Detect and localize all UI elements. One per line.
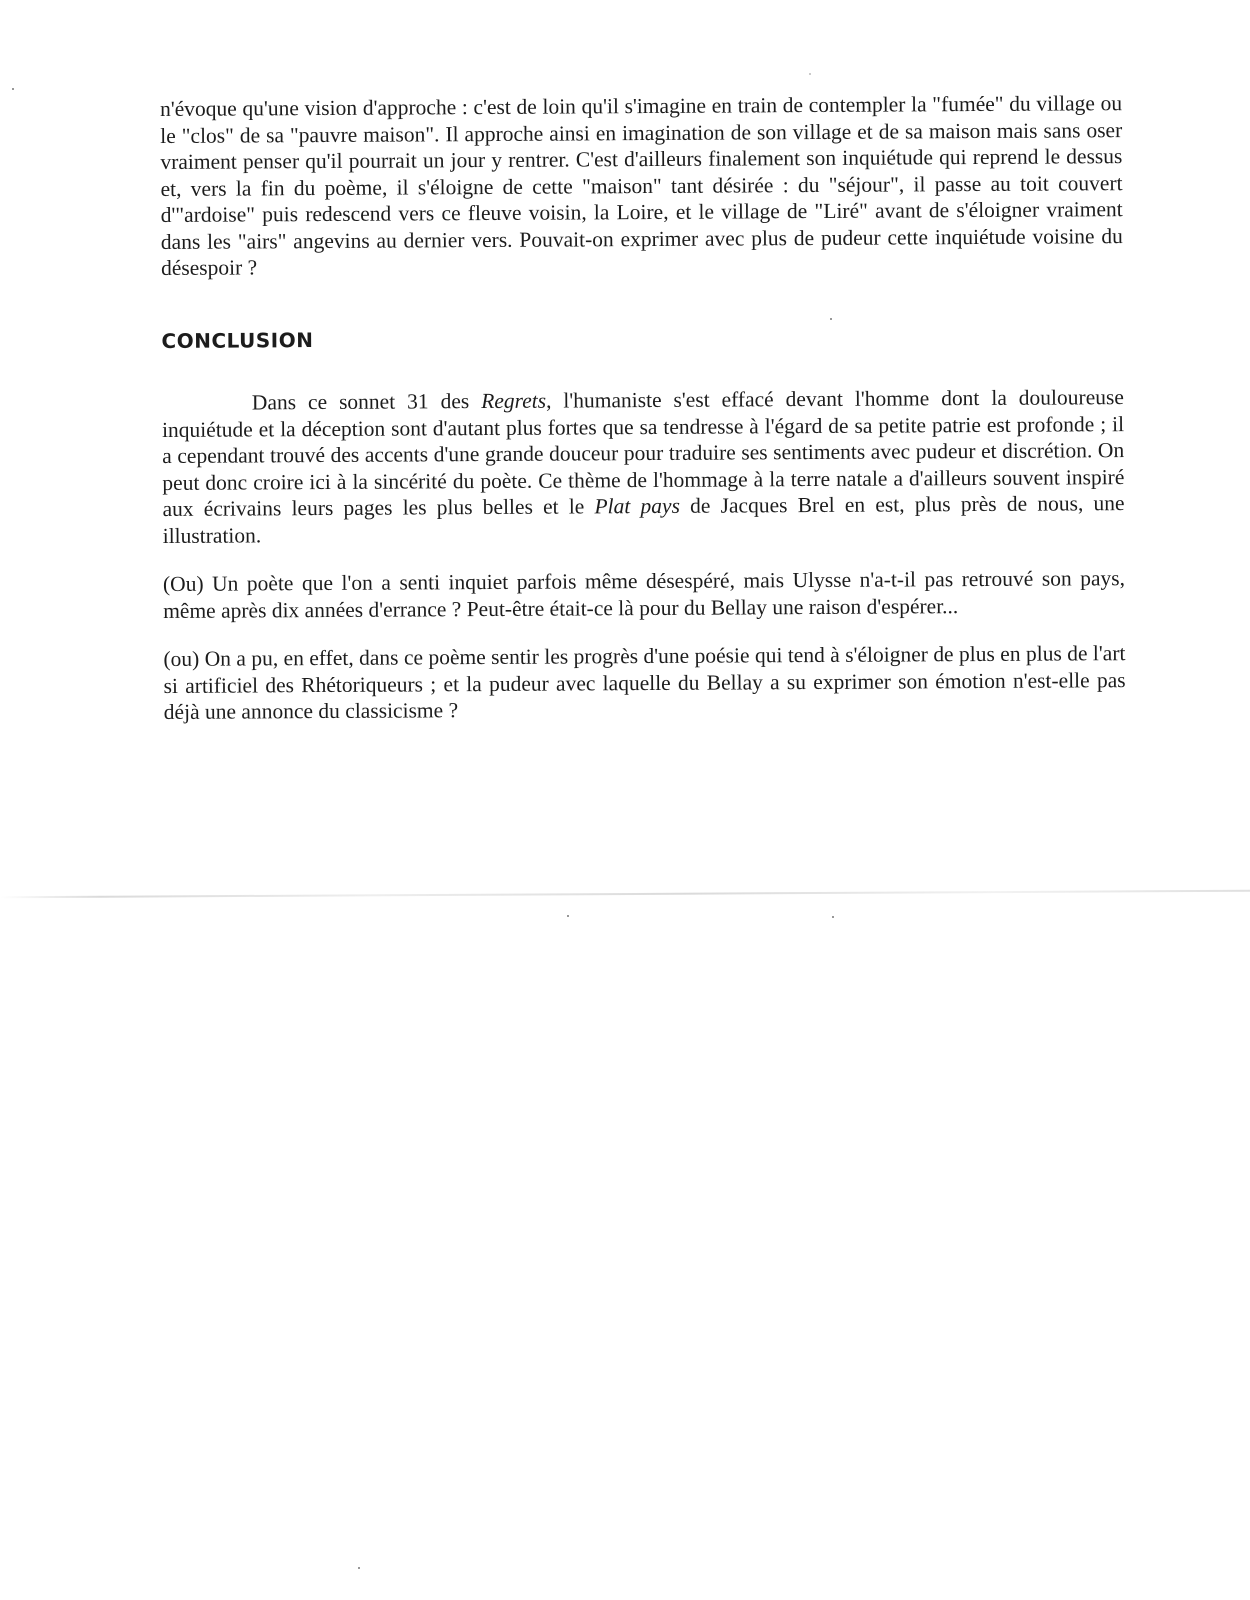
conclusion-text-part2: , l'humaniste s'est effacé devant l'homme dont la douloureuse inquiétude et la déception sont d'autant plus fortes que sa tendresse à l'égard de sa petite patrie est profonde ; il a cependant trouvé des accents d'une grande douceur pour traduire ses sentiments avec pudeur et discrétion. On peut donc croire ici à la sincérité du poète. Ce thème de l'hommage à la terre natale a d'ailleurs souvent inspiré aux écrivains leurs pages les plus belles et le xyxy=(161,385,1125,521)
scan-speck xyxy=(358,1567,360,1569)
document-body xyxy=(160,90,1126,725)
scan-speck xyxy=(832,916,834,918)
scan-fold-line xyxy=(0,890,1250,899)
scan-speck xyxy=(567,915,569,917)
scan-speck xyxy=(809,73,811,75)
paragraph-conclusion-alt-1: (Ou) Un poète que l'on a senti inquiet parfois même désespéré, mais Ulysse n'a-t-il pas retrouvé son pays, même après dix années d'errance ? Peut-être était-ce là pour du Bellay une raison d'espérer... xyxy=(162,566,1126,623)
paragraph-analysis-end: n'évoque qu'une vision d'approche : c'est de loin qu'il s'imagine en train de contempler la "fumée" du village ou le "clos" de sa "pauvre maison". Il approche ainsi en imagination de son village et de sa maison mais sans oser vraiment penser qu'il pourrait un jour y rentrer. C'est d'ailleurs finalement son inquiétude qui reprend le dessus et, vers la fin du poème, il s'éloigne de cette "maison" tant désirée : du "séjour", il passe au toit couvert d'"ardoise" puis redescend vers ce fleuve voisin, la Loire, et le village de "Liré" avant de s'éloigner vraiment dans les "airs" angevins au dernier vers. Pouvait-on exprimer avec plus de pudeur cette inquiétude voisine du désespoir ? xyxy=(160,91,1123,280)
scan-speck xyxy=(12,88,14,90)
scan-speck xyxy=(830,318,832,320)
section-heading-conclusion: CONCLUSION xyxy=(161,327,314,353)
conclusion-text-part3: de Jacques Brel en est, plus près de nous, une illustration. xyxy=(162,491,1125,548)
conclusion-text-part1: Dans ce sonnet 31 des xyxy=(251,389,482,415)
paragraph-conclusion-alt-2: (ou) On a pu, en effet, dans ce poème sentir les progrès d'une poésie qui tend à s'éloigner de plus en plus de l'art si artificiel des Rhétoriqueurs ; et la pudeur avec laquelle du Bellay a su exprimer son émotion n'est-elle pas déjà une annonce du classicisme ? xyxy=(163,641,1126,724)
song-title-plat-pays: Plat pays xyxy=(594,493,681,519)
work-title-regrets: Regrets xyxy=(481,388,547,414)
paragraph-conclusion-main xyxy=(162,384,1125,549)
